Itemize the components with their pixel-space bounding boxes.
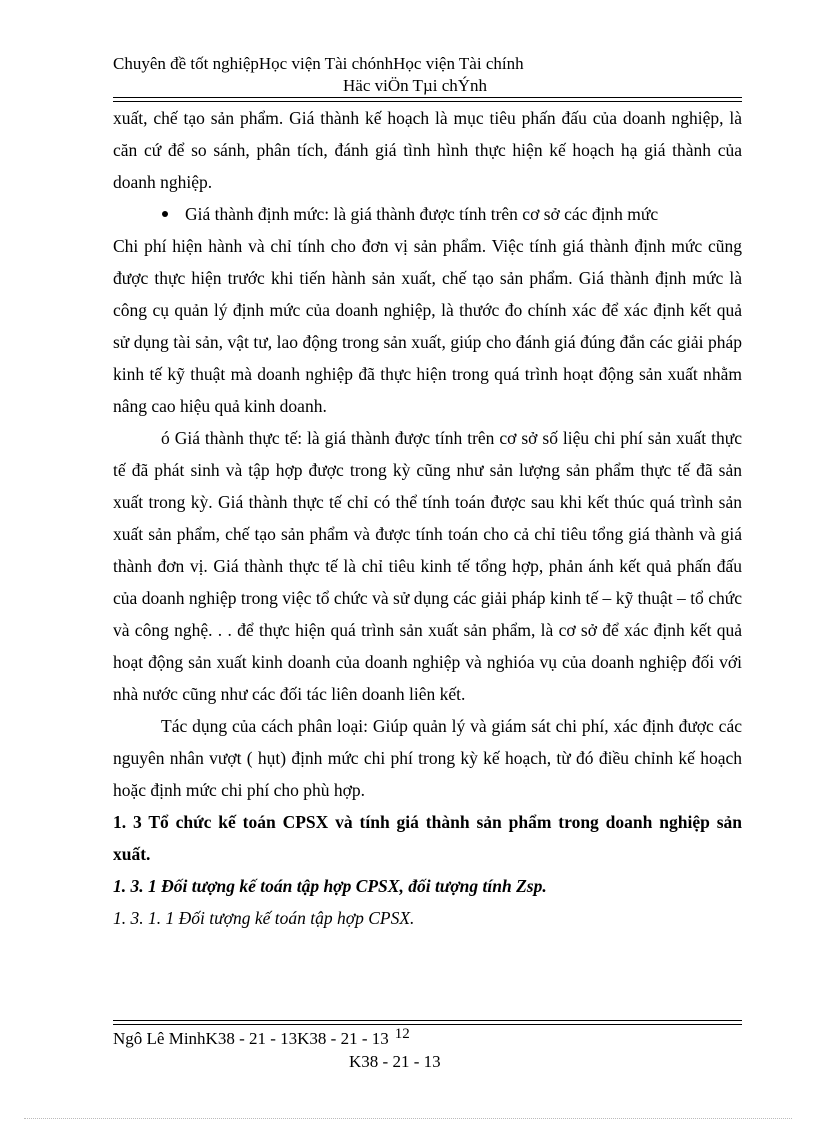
header-line-2: Häc viÖn Tµi chÝnh (343, 76, 488, 95)
footer-line-1 (113, 1028, 743, 1051)
page-body (113, 102, 742, 934)
heading-1-3: 1. 3 Tổ chức kế toán CPSX và tính giá thành sản phẩm trong doanh nghiệp sản xuất. (113, 812, 742, 864)
bullet-item (113, 198, 742, 230)
header-line-1: Chuyên đề tốt nghiệpHọc viện Tài chónhHọc viện Tài chính (113, 54, 524, 73)
footer-author: Ngô Lê MinhK38 - 21 - 13K38 - 21 - 13 (113, 1029, 389, 1048)
bullet-dot-icon (162, 211, 168, 217)
bullet-text: Giá thành định mức: là giá thành được tính trên cơ sở các định mức (185, 204, 659, 224)
page-number: 12 (394, 1026, 410, 1042)
heading-1-3-1-1: 1. 3. 1. 1 Đối tượng kế toán tập hợp CPSX. (113, 908, 415, 928)
paragraph-4: Tác dụng của cách phân loại: Giúp quản lý và giám sát chi phí, xác định được các nguyên nhân vượt ( hụt) định mức chi phí trong kỳ kế hoạch, từ đó điều chỉnh kế hoạch hoặc định mức chi phí cho phù hợp. (113, 716, 742, 800)
heading-1-3-1: 1. 3. 1 Đối tượng kế toán tập hợp CPSX, đối tượng tính Zsp. (113, 876, 547, 896)
page-footer (113, 1028, 743, 1073)
footer-line-2: K38 - 21 - 13 (349, 1052, 441, 1071)
footer-rule (113, 1020, 742, 1025)
page-bottom-dotted-line (24, 1118, 792, 1119)
paragraph-1: xuất, chế tạo sản phẩm. Giá thành kế hoạch là mục tiêu phấn đấu của doanh nghiệp, là căn cứ để so sánh, phân tích, đánh giá tình hình thực hiện kế hoạch hạ giá thành của doanh nghiệp. (113, 108, 742, 192)
paragraph-3: ó Giá thành thực tế: là giá thành được tính trên cơ sở số liệu chi phí sản xuất thực tế đã phát sinh và tập hợp được trong kỳ cũng như sản lượng sản phẩm thực tế đã sản xuất trong kỳ. Giá thành thực tế chỉ có thể tính toán được sau khi kết thúc quá trình sản xuất sản phẩm, chế tạo sản phẩm và được tính toán cho cả chỉ tiêu tổng giá thành và giá thành đơn vị. Giá thành thực tế là chỉ tiêu kinh tế tổng hợp, phản ánh kết quả phấn đấu của doanh nghiệp trong việc tổ chức và sử dụng các giải pháp kinh tế – kỹ thuật – tổ chức và công nghệ. . . để thực hiện quá trình sản xuất sản phẩm, là cơ sở để xác định kết quả hoạt động sản xuất kinh doanh của doanh nghiệp và nghióa vụ của doanh nghiệp đối với nhà nước cũng như các đối tác liên doanh liên kết. (113, 428, 742, 704)
page-header (113, 53, 743, 97)
paragraph-2: Chi phí hiện hành và chỉ tính cho đơn vị sản phẩm. Việc tính giá thành định mức cũng được thực hiện trước khi tiến hành sản xuất, chế tạo sản phẩm. Giá thành định mức là công cụ quản lý định mức của doanh nghiệp, là thước đo chính xác để xác định kết quả sử dụng tài sản, vật tư, lao động trong sản xuất, giúp cho đánh giá đúng đắn các giải pháp kinh tế kỹ thuật mà doanh nghiệp đã thực hiện trong quá trình hoạt động sản xuất nhằm nâng cao hiệu quả kinh doanh. (113, 236, 742, 416)
